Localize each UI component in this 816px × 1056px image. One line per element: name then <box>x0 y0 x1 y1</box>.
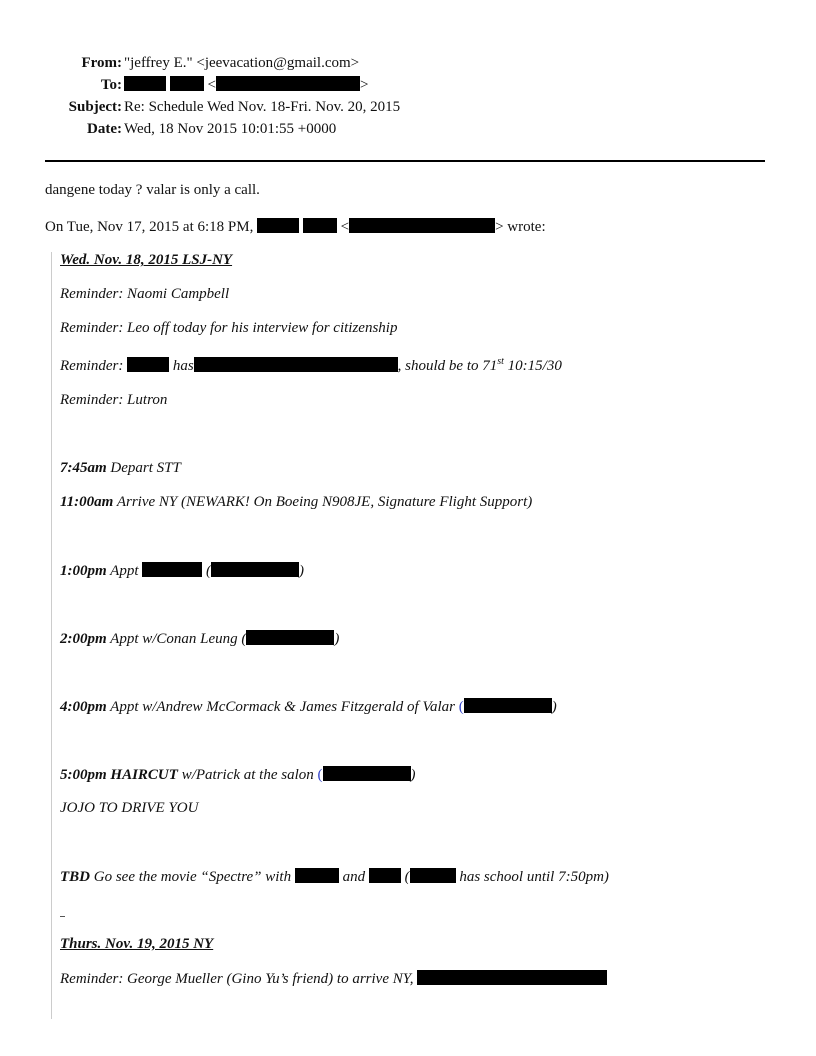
redaction <box>124 76 166 91</box>
driver-note: JOJO TO DRIVE YOU <box>60 800 199 816</box>
event-depart: 7:45am Depart STT <box>60 460 181 476</box>
redaction <box>211 562 299 577</box>
to-value: < > <box>124 74 368 96</box>
reminder-redacted: Reminder: has , should be to 71st 10:15/30 <box>60 356 562 374</box>
day1-heading: Wed. Nov. 18, 2015 LSJ-NY <box>60 252 233 268</box>
redaction <box>194 357 398 372</box>
date-label: Date: <box>87 121 122 137</box>
attribution-wrote: > wrote: <box>495 219 546 235</box>
redaction <box>295 868 339 883</box>
email-header <box>0 52 816 140</box>
subject-label: Subject: <box>68 99 122 115</box>
redaction <box>303 218 337 233</box>
from-row <box>0 52 816 74</box>
event-arrive: 11:00am Arrive NY (NEWARK! On Boeing N908JE, Signature Flight Support) <box>60 494 533 510</box>
separator-mark <box>60 916 65 917</box>
to-row <box>0 74 816 96</box>
redaction <box>142 562 202 577</box>
event-movie: TBD Go see the movie “Spectre” with and ( has school until 7:50pm) <box>60 869 609 885</box>
redaction <box>323 766 411 781</box>
redaction <box>246 630 334 645</box>
event-appt-2pm: 2:00pm Appt w/Conan Leung ( ) <box>60 631 340 647</box>
event-appt-4pm: 4:00pm Appt w/Andrew McCormack & James Fitzgerald of Valar ( ) <box>60 699 557 715</box>
event-appt-1pm: 1:00pm Appt ( ) <box>60 563 304 579</box>
redaction <box>369 868 401 883</box>
redaction <box>417 970 607 985</box>
redaction <box>464 698 552 713</box>
reminder-leo: Reminder: Leo off today for his interview for citizenship <box>60 320 398 336</box>
event-haircut: 5:00pm HAIRCUT w/Patrick at the salon ( ) <box>60 767 416 783</box>
subject-row <box>0 96 816 118</box>
to-label: To: <box>100 77 122 93</box>
redaction <box>216 76 360 91</box>
reminder-mueller: Reminder: George Mueller (Gino Yu’s friend) to arrive NY, <box>60 970 607 988</box>
date-value: Wed, 18 Nov 2015 10:01:55 +0000 <box>124 121 337 137</box>
day2-heading: Thurs. Nov. 19, 2015 NY <box>60 936 214 952</box>
reminder-naomi: Reminder: Naomi Campbell <box>60 286 230 302</box>
redaction <box>410 868 456 883</box>
reminder-lutron: Reminder: Lutron <box>60 392 168 408</box>
from-value: "jeffrey E." <jeevacation@gmail.com> <box>124 55 360 71</box>
redaction <box>349 218 495 233</box>
attribution-prefix: On Tue, Nov 17, 2015 at 6:18 PM, <box>45 219 254 235</box>
reply-text: dangene today ? valar is only a call. <box>45 182 260 198</box>
quote-bar <box>51 252 52 1019</box>
redaction <box>127 357 169 372</box>
from-label: From: <box>81 55 122 71</box>
date-row <box>0 118 816 140</box>
quote-attribution: On Tue, Nov 17, 2015 at 6:18 PM, < > wrote: <box>45 219 546 235</box>
redaction <box>170 76 204 91</box>
header-divider <box>45 160 765 162</box>
subject-value: Re: Schedule Wed Nov. 18-Fri. Nov. 20, 2015 <box>124 99 401 115</box>
redaction <box>257 218 299 233</box>
